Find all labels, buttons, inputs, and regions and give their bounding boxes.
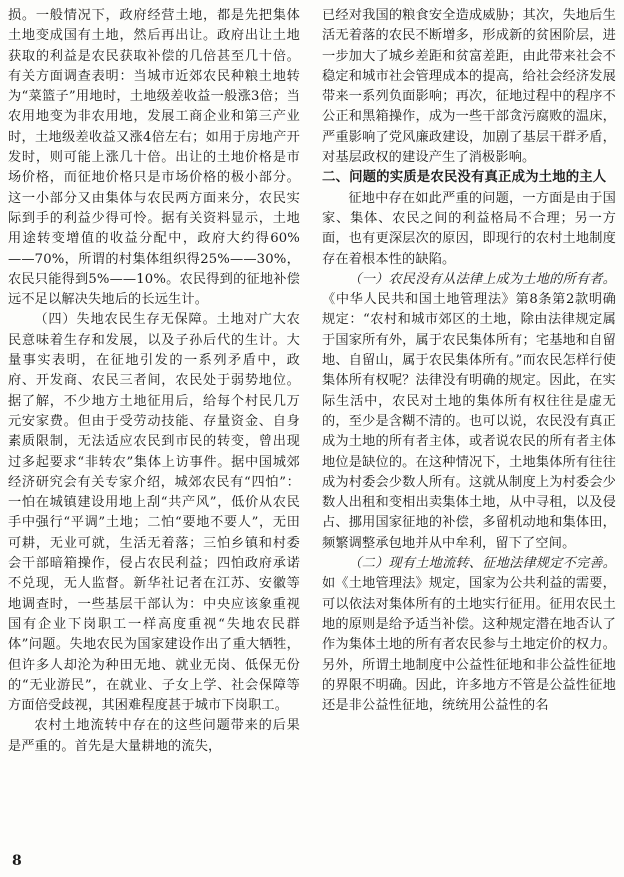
page-number: 8 [12, 853, 22, 869]
paragraph: 征地中存在如此严重的问题，一方面是由于国家、集体、农民之间的利益格局不合理；另一方面，也有更深层次的原因，即现行的农村土地制度存在着根本性的缺陷。 [322, 190, 616, 267]
right-column [322, 6, 616, 716]
section-heading: 二、问题的实质是农民没有真正成为土地的主人 [322, 170, 607, 186]
paragraph [322, 270, 616, 554]
paragraph [322, 554, 616, 716]
left-column [8, 6, 300, 757]
paragraph: （四）失地农民生存无保障。土地对广大农民意味着生存和发展，以及子孙后代的生计。大量事实表明，在征地引发的一系列矛盾中，政府、开发商、农民三者间，农民处于弱势地位。据了解，不少地方土地征用后，给每个村民几万元安家费。但由于受劳动技能、存量资金、自身素质限制，无法适应农民到市民的转变，曾出现过多起要求“非转农”集体上访事件。据中国城郊经济研究会有关专家介绍，城郊农民有“四怕”：一怕在城镇建设用地上刮“共产风”，低价从农民手中强行“平调”土地；二怕“要地不要人”，无田可耕，无业可就，生活无着落；三怕乡镇和村委会干部暗箱操作，侵占农民利益；四怕政府承诺不兑现，无人监督。新华社记者在江苏、安徽等地调查时，一些基层干部认为：中央应该象重视国有企业下岗职工一样高度重视“失地农民群体”问题。失地农民为国家建设作出了重大牺牲，但许多人却沦为种田无地、就业无岗、低保无份的“无业游民”，在就业、子女上学、社会保障等方面倍受歧视，其困难程度甚于城市下岗职工。 [8, 312, 300, 714]
paragraph-text: 《中华人民共和国土地管理法》第8条第2款明确规定：“农村和城市郊区的土地，除由法律规定属于国家所有外，属于农民集体所有；宅基地和自留地、自留山，属于农民集体所有。”而农民怎样行使集体所有权呢？法律没有明确的规定。因此，在实际生活中，农民对土地的集体所有权往往是虚无的，至少是含糊不清的。也可以说，农民没有真正成为土地的所有者主体，或者说农民的所有者主体地位是缺位的。在这种情况下，土地集体所有往往成为村委会少数人所有。这就从制度上为村委会少数人出租和变相出卖集体土地，从中寻租，以及侵占、挪用国家征地的补偿，多留机动地和集体田，频繁调整承包地并从中牟利，留下了空间。 [322, 292, 616, 551]
paragraph: 已经对我国的粮食安全造成威胁；其次，失地后生活无着落的农民不断增多，形成新的贫困阶层，进一步加大了城乡差距和贫富差距，由此带来社会不稳定和城市社会管理成本的提高，给社会经济发展带来一系列负面影响；再次，征地过程中的程序不公正和黑箱操作，成为一些干部贪污腐败的温床，严重影响了党风廉政建设，加剧了基层干群矛盾，对基层政权的建设产生了消极影响。 [322, 8, 616, 166]
subsection-label: （二）现有土地流转、征地法律规定不完善。 [348, 556, 616, 572]
subsection-label: （一）农民没有从法律上成为土地的所有者。 [348, 271, 616, 287]
paragraph-text: 如《土地管理法》规定，国家为公共利益的需要，可以依法对集体所有的土地实行征用。征用农民土地的原则是给予适当补偿。这种规定潜在地否认了作为集体土地的所有者农民参与土地定价的权力。另外，所谓土地制度中公益性征地和非公益性征地的界限不明确。因此，许多地方不管是公益性征地还是非公益性征地，统统用公益性的名 [322, 576, 616, 714]
paragraph: 农村土地流转中存在的这些问题带来的后果是严重的。首先是大量耕地的流失， [8, 718, 300, 754]
paragraph: 损。一般情况下，政府经营土地，都是先把集体土地变成国有土地，然后再出让。政府出让土地获取的利益是农民获取补偿的几倍甚至几十倍。有关方面调查表明：当城市近郊农民种粮土地转为“菜篮子”用地时，土地级差收益一般涨3倍；当农用地变为非农用地，发展工商企业和第三产业时，土地级差收益又涨4倍左右；如用于房地产开发时，则可能上涨几十倍。出让的土地价格是市场价格，而征地价格只是市场价格的极小部分。这一小部分又由集体与农民两方面来分，农民实际到手的利益少得可怜。据有关资料显示，土地用途转变增值的收益分配中，政府大约得60%——70%，所谓的村集体组织得25%——30%，农民只能得到5%——10%。农民得到的征地补偿远不足以解决失地后的长远生计。 [8, 8, 300, 308]
